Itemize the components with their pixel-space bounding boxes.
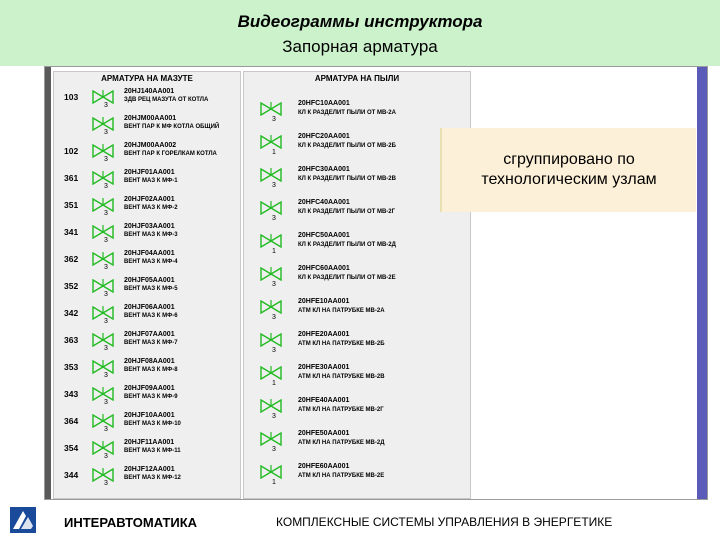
valve-description: ВЕНТ МАЗ К МФ-6	[124, 313, 178, 319]
valve-description: КЛ К РАЗДЕЛИТ ПЫЛИ ОТ МВ-2Г	[298, 209, 396, 215]
valve-code: 20HFC60AA001	[298, 265, 350, 272]
mazut-valve-row[interactable]	[54, 302, 240, 328]
pyl-valve-row[interactable]	[244, 362, 470, 394]
valve-icon[interactable]	[92, 360, 114, 374]
mazut-valve-row[interactable]	[54, 464, 240, 490]
valve-state: 3	[104, 237, 108, 244]
valve-code: 20HJF10AA001	[124, 412, 175, 419]
valve-code: 20HJF04AA001	[124, 250, 175, 257]
valve-number: 351	[64, 200, 79, 210]
valve-code: 20HJF05AA001	[124, 277, 175, 284]
page-title: Видеограммы инструктора	[237, 12, 483, 31]
valve-description: ВЕНТ МАЗ К МФ-7	[124, 340, 178, 346]
company-name: ИНТЕРАВТОМАТИКА	[64, 515, 198, 530]
valve-description: КЛ К РАЗДЕЛИТ ПЫЛИ ОТ МВ-2Е	[298, 275, 396, 281]
valve-icon[interactable]	[260, 102, 282, 116]
valve-icon[interactable]	[92, 414, 114, 428]
valve-state: 3	[272, 281, 276, 288]
valve-description: ВЕНТ МАЗ К МФ-12	[124, 475, 181, 481]
valve-icon[interactable]	[92, 468, 114, 482]
valve-description: ВЕНТ МАЗ К МФ-1	[124, 178, 178, 184]
valve-state: 3	[272, 215, 276, 222]
valve-number: 352	[64, 281, 79, 291]
mazut-valve-row[interactable]	[54, 437, 240, 463]
valve-number: 354	[64, 443, 79, 453]
valve-state: 1	[272, 479, 276, 486]
valve-state: 3	[104, 318, 108, 325]
valve-icon[interactable]	[92, 279, 114, 293]
valve-state: 3	[104, 291, 108, 298]
valve-number: 103	[64, 92, 79, 102]
mazut-valve-row[interactable]	[54, 167, 240, 193]
valve-state: 1	[272, 149, 276, 156]
valve-state: 3	[104, 183, 108, 190]
valve-description: КЛ К РАЗДЕЛИТ ПЫЛИ ОТ МВ-2В	[298, 176, 396, 182]
left-border-strip	[45, 67, 51, 499]
valve-code: 20HJ140AA001	[124, 88, 175, 95]
pyl-valve-row[interactable]	[244, 263, 470, 295]
mazut-valve-row[interactable]	[54, 275, 240, 301]
mazut-valve-row[interactable]	[54, 329, 240, 355]
valve-description: ВЕНТ МАЗ К МФ-9	[124, 394, 178, 400]
valve-state: 3	[104, 156, 108, 163]
valve-description: ВЕНТ ПАР К МФ КОТЛА ОБЩИЙ	[124, 124, 220, 130]
callout-text	[442, 150, 696, 190]
valve-state: 3	[272, 182, 276, 189]
valve-number: 342	[64, 308, 79, 318]
valve-description: ВЕНТ МАЗ К МФ-8	[124, 367, 178, 373]
pyl-valve-row[interactable]	[244, 164, 470, 196]
pyl-valve-row[interactable]	[244, 296, 470, 328]
valve-description: ВЕНТ МАЗ К МФ-11	[124, 448, 181, 454]
panel-mazut-title: АРМАТУРА НА МАЗУТЕ	[101, 74, 193, 83]
valve-state: 3	[272, 116, 276, 123]
pyl-valve-row[interactable]	[244, 428, 470, 460]
callout-note	[440, 128, 696, 212]
valve-state: 3	[104, 210, 108, 217]
valve-code: 20HJM00AA001	[124, 115, 177, 122]
valve-number: 344	[64, 470, 79, 480]
valve-state: 3	[104, 480, 108, 487]
mazut-valve-row[interactable]	[54, 410, 240, 436]
valve-code: 20HFE20AA001	[298, 331, 350, 338]
valve-state: 3	[104, 453, 108, 460]
valve-description: КЛ К РАЗДЕЛИТ ПЫЛИ ОТ МВ-2Б	[298, 143, 396, 149]
valve-state: 3	[104, 264, 108, 271]
valve-number: 341	[64, 227, 79, 237]
valve-code: 20HFC20AA001	[298, 133, 350, 140]
valve-code: 20HJF08AA001	[124, 358, 175, 365]
valve-icon[interactable]	[92, 333, 114, 347]
valve-icon[interactable]	[260, 267, 282, 281]
valve-icon[interactable]	[92, 225, 114, 239]
valve-state: 3	[104, 102, 108, 109]
mazut-valve-row[interactable]	[54, 194, 240, 220]
valve-number: 362	[64, 254, 79, 264]
right-scroll-strip[interactable]	[697, 67, 707, 499]
valve-state: 3	[272, 446, 276, 453]
valve-state: 3	[104, 345, 108, 352]
valve-code: 20HJF03AA001	[124, 223, 175, 230]
panel-mazut	[53, 71, 241, 499]
valve-code: 20HJF01AA001	[124, 169, 175, 176]
callout-line-1: сгруппировано по	[503, 151, 635, 168]
valve-code: 20HJF12AA001	[124, 466, 175, 473]
valve-icon[interactable]	[260, 234, 282, 248]
valve-icon[interactable]	[92, 306, 114, 320]
valve-code: 20HFC10AA001	[298, 100, 350, 107]
valve-state: 3	[104, 129, 108, 136]
valve-state: 1	[272, 380, 276, 387]
valve-description: ВЕНТ МАЗ К МФ-10	[124, 421, 181, 427]
panel-pyl-title: АРМАТУРА НА ПЫЛИ	[314, 74, 400, 83]
pyl-valve-row[interactable]	[244, 461, 470, 493]
mazut-valve-row[interactable]	[54, 113, 240, 139]
valve-code: 20HFE60AA001	[298, 463, 350, 470]
valve-icon[interactable]	[92, 144, 114, 158]
valve-icon[interactable]	[260, 399, 282, 413]
callout-line-2: технологическим узлам	[481, 171, 657, 188]
valve-description: АТМ КЛ НА ПАТРУБКЕ МВ-2Г	[298, 407, 384, 413]
valve-number: 361	[64, 173, 79, 183]
page-subtitle: Запорная арматура	[282, 37, 438, 56]
footer	[0, 501, 720, 540]
valve-description: ВЕНТ МАЗ К МФ-5	[124, 286, 178, 292]
valve-icon[interactable]	[260, 201, 282, 215]
valve-icon[interactable]	[92, 252, 114, 266]
valve-description: АТМ КЛ НА ПАТРУБКЕ МВ-2А	[298, 308, 385, 314]
valve-icon[interactable]	[260, 465, 282, 479]
valve-icon[interactable]	[260, 135, 282, 149]
mazut-valve-row[interactable]	[54, 140, 240, 166]
valve-code: 20HJF09AA001	[124, 385, 175, 392]
valve-icon[interactable]	[92, 441, 114, 455]
mazut-valve-row[interactable]	[54, 383, 240, 409]
valve-number: 343	[64, 389, 79, 399]
valve-code: 20HFE10AA001	[298, 298, 350, 305]
panel-pyl	[243, 71, 471, 499]
valve-description: ЗДВ РЕЦ МАЗУТА ОТ КОТЛА	[124, 97, 209, 103]
valve-code: 20HJF06AA001	[124, 304, 175, 311]
valve-code: 20HJM00AA002	[124, 142, 177, 149]
valve-icon[interactable]	[92, 198, 114, 212]
valve-description: КЛ К РАЗДЕЛИТ ПЫЛИ ОТ МВ-2Д	[298, 242, 396, 248]
valve-icon[interactable]	[260, 432, 282, 446]
mazut-valve-row[interactable]	[54, 221, 240, 247]
valve-icon[interactable]	[260, 300, 282, 314]
pyl-valve-row[interactable]	[244, 395, 470, 427]
valve-description: АТМ КЛ НА ПАТРУБКЕ МВ-2В	[298, 374, 385, 380]
pyl-valve-row[interactable]	[244, 230, 470, 262]
valve-code: 20HJF02AA001	[124, 196, 175, 203]
valve-code: 20HFC30AA001	[298, 166, 350, 173]
valve-number: 364	[64, 416, 79, 426]
valve-description: ВЕНТ МАЗ К МФ-3	[124, 232, 178, 238]
header	[0, 0, 720, 66]
valve-code: 20HJF07AA001	[124, 331, 175, 338]
valve-icon[interactable]	[260, 333, 282, 347]
valve-description: КЛ К РАЗДЕЛИТ ПЫЛИ ОТ МВ-2А	[298, 110, 396, 116]
valve-icon[interactable]	[260, 168, 282, 182]
valve-icon[interactable]	[92, 171, 114, 185]
valve-state: 3	[272, 314, 276, 321]
valve-description: ВЕНТ МАЗ К МФ-4	[124, 259, 178, 265]
mazut-valve-row[interactable]	[54, 248, 240, 274]
valve-code: 20HFE50AA001	[298, 430, 350, 437]
valve-number: 363	[64, 335, 79, 345]
valve-icon[interactable]	[92, 90, 114, 104]
mazut-valve-row[interactable]	[54, 86, 240, 112]
valve-description: ВЕНТ ПАР К ГОРЕЛКАМ КОТЛА	[124, 151, 217, 157]
pyl-valve-row[interactable]	[244, 329, 470, 361]
valve-code: 20HFC40AA001	[298, 199, 350, 206]
valve-description: АТМ КЛ НА ПАТРУБКЕ МВ-2Е	[298, 473, 385, 479]
valve-state: 1	[272, 248, 276, 255]
valve-state: 3	[104, 399, 108, 406]
valve-icon[interactable]	[92, 387, 114, 401]
logo-icon	[10, 507, 36, 533]
pyl-valve-row[interactable]	[244, 197, 470, 229]
valve-state: 3	[272, 347, 276, 354]
valve-icon[interactable]	[92, 117, 114, 131]
valve-icon[interactable]	[260, 366, 282, 380]
pyl-valve-row[interactable]	[244, 131, 470, 163]
valve-code: 20HJF11AA001	[124, 439, 175, 446]
valve-state: 3	[272, 413, 276, 420]
valve-number: 353	[64, 362, 79, 372]
valve-description: АТМ КЛ НА ПАТРУБКЕ МВ-2Д	[298, 440, 385, 446]
valve-number: 102	[64, 146, 79, 156]
pyl-valve-row[interactable]	[244, 98, 470, 130]
valve-state: 3	[104, 426, 108, 433]
valve-code: 20HFE40AA001	[298, 397, 350, 404]
valve-description: ВЕНТ МАЗ К МФ-2	[124, 205, 178, 211]
valve-description: АТМ КЛ НА ПАТРУБКЕ МВ-2Б	[298, 341, 385, 347]
company-slogan: КОМПЛЕКСНЫЕ СИСТЕМЫ УПРАВЛЕНИЯ В ЭНЕРГЕТИКЕ	[276, 515, 613, 529]
valve-code: 20HFE30AA001	[298, 364, 350, 371]
mazut-valve-row[interactable]	[54, 356, 240, 382]
valve-state: 3	[104, 372, 108, 379]
valve-code: 20HFC50AA001	[298, 232, 350, 239]
